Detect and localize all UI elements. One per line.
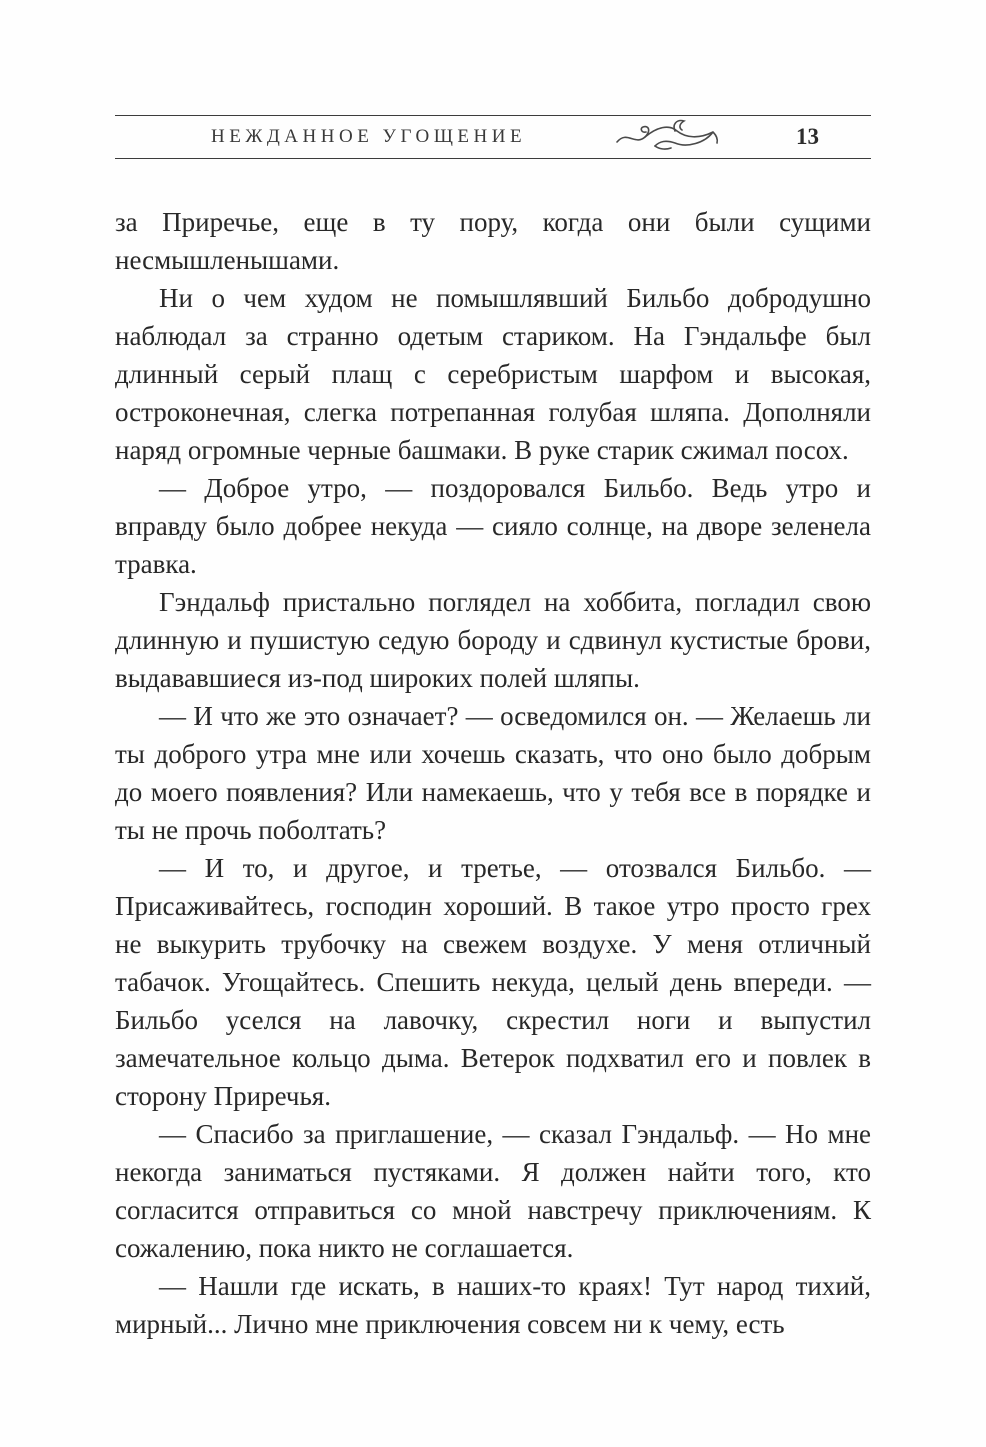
header-rule-bottom (115, 158, 871, 159)
dragon-ornament-icon (613, 118, 723, 156)
paragraph-dialogue: — И что же это означает? — осведомился он. — Желаешь ли ты доброго утра мне или хочешь сказать, что оно было добрым до моего появления? Или намекаешь, что у тебя все в порядке и ты не прочь поболтать? (115, 701, 871, 845)
paragraph-dialogue: — Доброе утро, — поздоровался Бильбо. Ведь утро и вправду было добрее некуда — сияло солнце, на дворе зеленела травка. (115, 473, 871, 579)
paragraph-dialogue: — И то, и другое, и третье, — отозвался Бильбо. — Присаживайтесь, господин хороший. В такое утро просто грех не выкурить трубочку на свежем воздухе. У меня отличный табачок. Угощайтесь. Спешить некуда, целый день впереди. — Бильбо уселся на лавочку, скрестил ноги и выпустил замечательное кольцо дыма. Ветерок подхватил его и повлек в сторону Приречья. (115, 853, 871, 1111)
paragraph-dialogue: — Нашли где искать, в наших-то краях! Тут народ тихий, мирный... Лично мне приключения совсем ни к чему, есть (115, 1271, 871, 1339)
paragraph: Ни о чем худом не помышлявший Бильбо добродушно наблюдал за странно одетым стариком. На Гэндальфе был длинный серый плащ с серебристым шарфом и высокая, остроконечная, слегка потрепанная голубая шляпа. Дополняли наряд огромные черные башмаки. В руке старик сжимал посох. (115, 283, 871, 465)
page-number: 13 (796, 124, 819, 149)
paragraph: за Приречье, еще в ту пору, когда они были сущими несмышленышами. (115, 207, 871, 275)
running-header (115, 115, 871, 159)
chapter-title: НЕЖДАННОЕ УГОЩЕНИЕ (211, 126, 527, 147)
body-text (115, 203, 871, 1343)
header-row (115, 116, 871, 158)
page-content (115, 115, 871, 1343)
paragraph: Гэндальф пристально поглядел на хоббита, погладил свою длинную и пушистую седую бороду и сдвинул кустистые брови, выдававшиеся из-под широких полей шляпы. (115, 587, 871, 693)
paragraph-dialogue: — Спасибо за приглашение, — сказал Гэндальф. — Но мне некогда заниматься пустяками. Я должен найти того, кто согласится отправиться со мной навстречу приключениям. К сожалению, пока никто не соглашается. (115, 1119, 871, 1263)
